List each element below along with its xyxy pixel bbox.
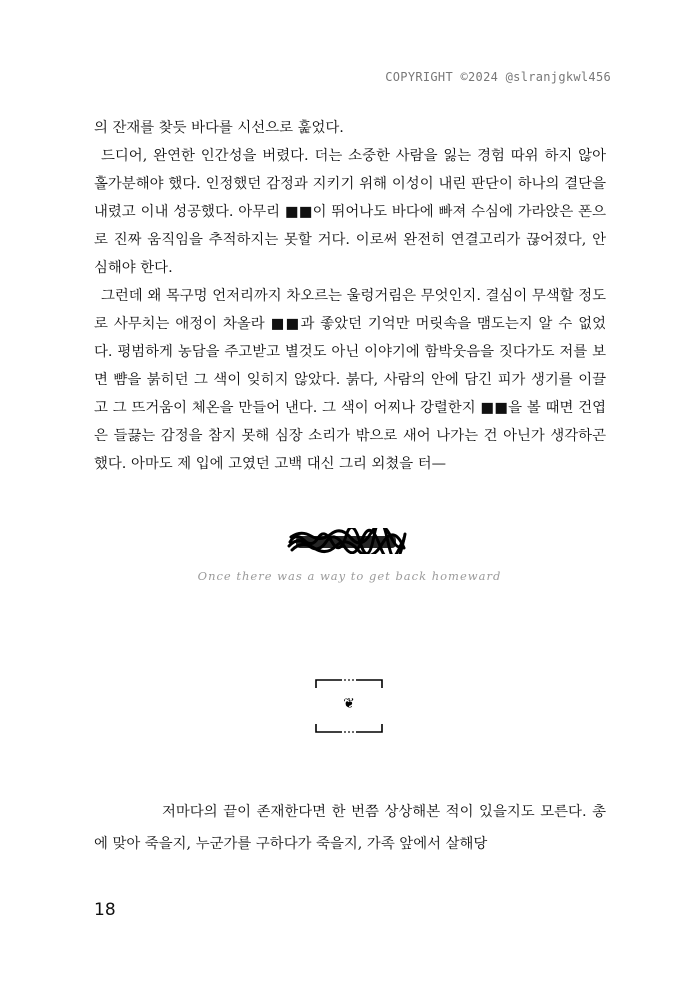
ornament-frame [314, 676, 384, 736]
paragraph: 드디어, 완연한 인간성을 버렸다. 더는 소중한 사람을 잃는 경험 따위 하지 않아 홀가분해야 했다. 인정했던 감정과 지키기 위해 이성이 내린 판단이 하나의 결단을 내렸고 이내 성공했다. 아무리 ■■이 뛰어나도 바다에 빠져 수심에 가라앉은 폰으로 진짜 움직임을 추적하지는 못할 거다. 이로써 완전히 연결고리가 끊어졌다, 안심해야 한다. [94, 148, 606, 276]
copyright-header: COPYRIGHT ©2024 @slranjgkwl456 [385, 70, 611, 84]
paragraph: 의 잔재를 찾듯 바다를 시선으로 훑었다. [94, 120, 344, 136]
heart-ornament-icon: ❦ [343, 696, 355, 712]
song-caption: Once there was a way to get back homeward [197, 569, 502, 583]
paragraph: 그런데 왜 목구멍 언저리까지 차오르는 울렁거림은 무엇인지. 결심이 무색할 정도로 사무치는 애정이 차올라 ■■과 좋았던 기억만 머릿속을 맴도는지 알 수 없었다. 평범하게 농담을 주고받고 별것도 아닌 이야기에 함박웃음을 짓다가도 저를 보면 뺨을 붉히던 그 색이 잊히지 않았다. 붉다, 사람의 안에 담긴 피가 생기를 이끌고 그 뜨거움이 체온을 만들어 낸다. 그 색이 어찌나 강렬한지 ■■을 볼 때면 건엽은 들끓는 감정을 참지 못해 심장 소리가 밖으로 새어 나가는 건 아닌가 생각하곤 했다. 아마도 제 입에 고였던 고백 대신 그리 외쳤을 터— [94, 288, 606, 472]
body-text-continued [94, 796, 606, 860]
paragraph: 저마다의 끝이 존재한다면 한 번쯤 상상해본 적이 있을지도 모른다. 총에 맞아 죽을지, 누군가를 구하다가 죽을지, 가족 앞에서 살해당 [94, 804, 606, 852]
page-number: 18 [94, 900, 116, 920]
body-text [94, 114, 606, 478]
redacted-scribble [286, 528, 408, 554]
